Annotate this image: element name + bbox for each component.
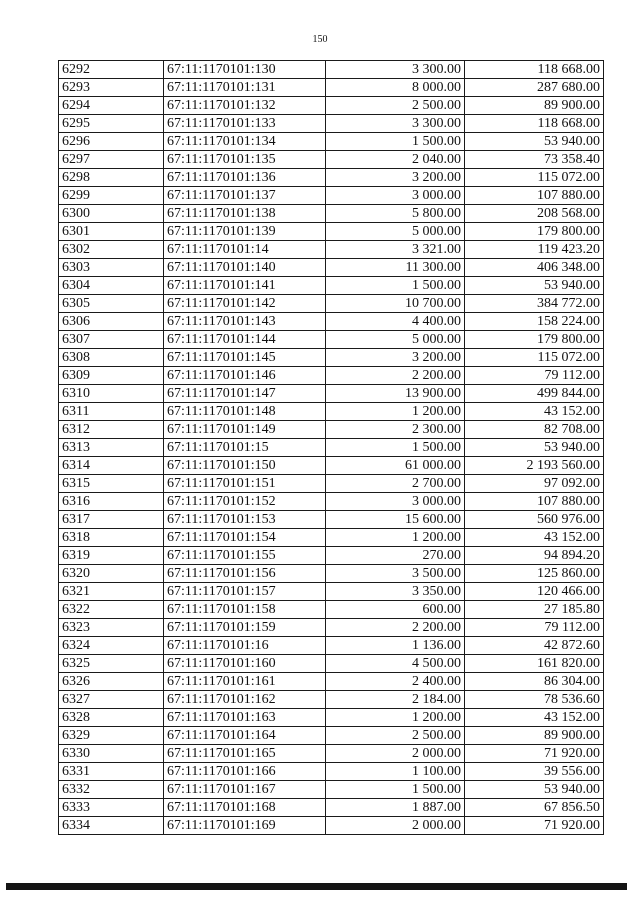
area-cell: 3 300.00 (326, 61, 465, 79)
cadastral-number-cell: 67:11:1170101:153 (164, 511, 326, 529)
table-row (59, 439, 604, 457)
table-row (59, 367, 604, 385)
area-cell: 4 400.00 (326, 313, 465, 331)
row-number-cell: 6322 (59, 601, 164, 619)
cadastral-value-cell: 43 152.00 (465, 403, 604, 421)
table-row (59, 529, 604, 547)
row-number-cell: 6293 (59, 79, 164, 97)
cadastral-number-cell: 67:11:1170101:164 (164, 727, 326, 745)
cadastral-number-cell: 67:11:1170101:154 (164, 529, 326, 547)
area-cell: 3 500.00 (326, 565, 465, 583)
cadastral-value-cell: 118 668.00 (465, 61, 604, 79)
cadastral-value-cell: 2 193 560.00 (465, 457, 604, 475)
cadastral-value-cell: 73 358.40 (465, 151, 604, 169)
area-cell: 15 600.00 (326, 511, 465, 529)
row-number-cell: 6298 (59, 169, 164, 187)
row-number-cell: 6299 (59, 187, 164, 205)
cadastral-value-cell: 71 920.00 (465, 745, 604, 763)
cadastral-number-cell: 67:11:1170101:166 (164, 763, 326, 781)
table-row (59, 385, 604, 403)
table-row (59, 133, 604, 151)
area-cell: 5 000.00 (326, 223, 465, 241)
row-number-cell: 6320 (59, 565, 164, 583)
area-cell: 1 200.00 (326, 529, 465, 547)
area-cell: 2 300.00 (326, 421, 465, 439)
area-cell: 61 000.00 (326, 457, 465, 475)
cadastral-value-cell: 53 940.00 (465, 133, 604, 151)
cadastral-value-cell: 89 900.00 (465, 97, 604, 115)
cadastral-number-cell: 67:11:1170101:132 (164, 97, 326, 115)
row-number-cell: 6330 (59, 745, 164, 763)
area-cell: 11 300.00 (326, 259, 465, 277)
cadastral-number-cell: 67:11:1170101:133 (164, 115, 326, 133)
cadastral-value-cell: 71 920.00 (465, 817, 604, 835)
cadastral-value-cell: 107 880.00 (465, 493, 604, 511)
cadastral-number-cell: 67:11:1170101:160 (164, 655, 326, 673)
table-row (59, 493, 604, 511)
area-cell: 2 040.00 (326, 151, 465, 169)
cadastral-value-cell: 89 900.00 (465, 727, 604, 745)
table-row (59, 565, 604, 583)
table-row (59, 511, 604, 529)
cadastral-value-cell: 53 940.00 (465, 439, 604, 457)
cadastral-number-cell: 67:11:1170101:147 (164, 385, 326, 403)
table-row (59, 745, 604, 763)
cadastral-number-cell: 67:11:1170101:158 (164, 601, 326, 619)
area-cell: 13 900.00 (326, 385, 465, 403)
cadastral-value-cell: 27 185.80 (465, 601, 604, 619)
cadastral-value-cell: 287 680.00 (465, 79, 604, 97)
area-cell: 1 500.00 (326, 439, 465, 457)
table-row (59, 637, 604, 655)
cadastral-number-cell: 67:11:1170101:162 (164, 691, 326, 709)
row-number-cell: 6303 (59, 259, 164, 277)
cadastral-number-cell: 67:11:1170101:156 (164, 565, 326, 583)
cadastral-value-cell: 79 112.00 (465, 619, 604, 637)
area-cell: 3 000.00 (326, 187, 465, 205)
area-cell: 2 400.00 (326, 673, 465, 691)
cadastral-value-cell: 78 536.60 (465, 691, 604, 709)
cadastral-number-cell: 67:11:1170101:135 (164, 151, 326, 169)
page-number: 150 (312, 34, 328, 45)
row-number-cell: 6327 (59, 691, 164, 709)
cadastral-value-cell: 208 568.00 (465, 205, 604, 223)
row-number-cell: 6304 (59, 277, 164, 295)
cadastral-number-cell: 67:11:1170101:14 (164, 241, 326, 259)
cadastral-number-cell: 67:11:1170101:148 (164, 403, 326, 421)
area-cell: 3 321.00 (326, 241, 465, 259)
cadastral-value-cell: 115 072.00 (465, 349, 604, 367)
row-number-cell: 6305 (59, 295, 164, 313)
cadastral-value-table (58, 60, 604, 835)
cadastral-number-cell: 67:11:1170101:152 (164, 493, 326, 511)
cadastral-value-cell: 82 708.00 (465, 421, 604, 439)
table-body (59, 61, 604, 835)
cadastral-number-cell: 67:11:1170101:144 (164, 331, 326, 349)
cadastral-number-cell: 67:11:1170101:131 (164, 79, 326, 97)
area-cell: 2 700.00 (326, 475, 465, 493)
cadastral-value-cell: 499 844.00 (465, 385, 604, 403)
cadastral-value-cell: 53 940.00 (465, 781, 604, 799)
cadastral-number-cell: 67:11:1170101:167 (164, 781, 326, 799)
table-row (59, 709, 604, 727)
table-row (59, 223, 604, 241)
cadastral-value-cell: 43 152.00 (465, 709, 604, 727)
area-cell: 600.00 (326, 601, 465, 619)
area-cell: 2 200.00 (326, 619, 465, 637)
row-number-cell: 6310 (59, 385, 164, 403)
bottom-rule (6, 883, 627, 890)
table-row (59, 421, 604, 439)
row-number-cell: 6306 (59, 313, 164, 331)
table-row (59, 295, 604, 313)
area-cell: 3 300.00 (326, 115, 465, 133)
cadastral-number-cell: 67:11:1170101:136 (164, 169, 326, 187)
row-number-cell: 6314 (59, 457, 164, 475)
row-number-cell: 6317 (59, 511, 164, 529)
cadastral-number-cell: 67:11:1170101:157 (164, 583, 326, 601)
row-number-cell: 6331 (59, 763, 164, 781)
row-number-cell: 6311 (59, 403, 164, 421)
cadastral-value-cell: 86 304.00 (465, 673, 604, 691)
row-number-cell: 6297 (59, 151, 164, 169)
cadastral-value-cell: 115 072.00 (465, 169, 604, 187)
cadastral-number-cell: 67:11:1170101:151 (164, 475, 326, 493)
table-row (59, 79, 604, 97)
area-cell: 1 887.00 (326, 799, 465, 817)
cadastral-number-cell: 67:11:1170101:137 (164, 187, 326, 205)
cadastral-number-cell: 67:11:1170101:15 (164, 439, 326, 457)
row-number-cell: 6316 (59, 493, 164, 511)
cadastral-number-cell: 67:11:1170101:143 (164, 313, 326, 331)
row-number-cell: 6308 (59, 349, 164, 367)
cadastral-value-cell: 560 976.00 (465, 511, 604, 529)
cadastral-value-cell: 94 894.20 (465, 547, 604, 565)
cadastral-value-cell: 125 860.00 (465, 565, 604, 583)
row-number-cell: 6323 (59, 619, 164, 637)
row-number-cell: 6312 (59, 421, 164, 439)
table-row (59, 187, 604, 205)
table-row (59, 691, 604, 709)
cadastral-number-cell: 67:11:1170101:130 (164, 61, 326, 79)
row-number-cell: 6318 (59, 529, 164, 547)
cadastral-value-cell: 39 556.00 (465, 763, 604, 781)
table-row (59, 169, 604, 187)
row-number-cell: 6325 (59, 655, 164, 673)
area-cell: 3 350.00 (326, 583, 465, 601)
table-row (59, 205, 604, 223)
table-row (59, 547, 604, 565)
table-row (59, 313, 604, 331)
table-row (59, 673, 604, 691)
area-cell: 2 000.00 (326, 817, 465, 835)
area-cell: 5 800.00 (326, 205, 465, 223)
cadastral-value-cell: 406 348.00 (465, 259, 604, 277)
cadastral-number-cell: 67:11:1170101:165 (164, 745, 326, 763)
cadastral-number-cell: 67:11:1170101:163 (164, 709, 326, 727)
area-cell: 3 200.00 (326, 169, 465, 187)
cadastral-value-cell: 120 466.00 (465, 583, 604, 601)
row-number-cell: 6332 (59, 781, 164, 799)
area-cell: 1 500.00 (326, 781, 465, 799)
cadastral-number-cell: 67:11:1170101:155 (164, 547, 326, 565)
row-number-cell: 6307 (59, 331, 164, 349)
table-row (59, 799, 604, 817)
table-row (59, 727, 604, 745)
row-number-cell: 6333 (59, 799, 164, 817)
cadastral-number-cell: 67:11:1170101:159 (164, 619, 326, 637)
cadastral-number-cell: 67:11:1170101:16 (164, 637, 326, 655)
table-row (59, 457, 604, 475)
row-number-cell: 6292 (59, 61, 164, 79)
cadastral-value-cell: 161 820.00 (465, 655, 604, 673)
table-row (59, 241, 604, 259)
row-number-cell: 6300 (59, 205, 164, 223)
row-number-cell: 6321 (59, 583, 164, 601)
cadastral-value-cell: 119 423.20 (465, 241, 604, 259)
cadastral-number-cell: 67:11:1170101:142 (164, 295, 326, 313)
area-cell: 2 500.00 (326, 727, 465, 745)
table-row (59, 259, 604, 277)
row-number-cell: 6328 (59, 709, 164, 727)
area-cell: 5 000.00 (326, 331, 465, 349)
table-row (59, 781, 604, 799)
cadastral-value-cell: 43 152.00 (465, 529, 604, 547)
table-row (59, 61, 604, 79)
table-row (59, 817, 604, 835)
area-cell: 10 700.00 (326, 295, 465, 313)
row-number-cell: 6301 (59, 223, 164, 241)
row-number-cell: 6296 (59, 133, 164, 151)
cadastral-number-cell: 67:11:1170101:161 (164, 673, 326, 691)
table-row (59, 475, 604, 493)
table-row (59, 583, 604, 601)
cadastral-value-cell: 107 880.00 (465, 187, 604, 205)
cadastral-value-cell: 53 940.00 (465, 277, 604, 295)
cadastral-number-cell: 67:11:1170101:134 (164, 133, 326, 151)
table-row (59, 277, 604, 295)
area-cell: 1 200.00 (326, 403, 465, 421)
area-cell: 8 000.00 (326, 79, 465, 97)
cadastral-number-cell: 67:11:1170101:145 (164, 349, 326, 367)
cadastral-number-cell: 67:11:1170101:140 (164, 259, 326, 277)
cadastral-number-cell: 67:11:1170101:169 (164, 817, 326, 835)
row-number-cell: 6302 (59, 241, 164, 259)
cadastral-number-cell: 67:11:1170101:139 (164, 223, 326, 241)
area-cell: 1 500.00 (326, 133, 465, 151)
row-number-cell: 6309 (59, 367, 164, 385)
table-row (59, 349, 604, 367)
cadastral-value-cell: 179 800.00 (465, 223, 604, 241)
table-row (59, 97, 604, 115)
table-row (59, 331, 604, 349)
cadastral-value-cell: 79 112.00 (465, 367, 604, 385)
area-cell: 2 500.00 (326, 97, 465, 115)
area-cell: 1 136.00 (326, 637, 465, 655)
row-number-cell: 6334 (59, 817, 164, 835)
table-row (59, 655, 604, 673)
area-cell: 2 000.00 (326, 745, 465, 763)
cadastral-value-cell: 97 092.00 (465, 475, 604, 493)
area-cell: 1 200.00 (326, 709, 465, 727)
cadastral-number-cell: 67:11:1170101:146 (164, 367, 326, 385)
row-number-cell: 6294 (59, 97, 164, 115)
row-number-cell: 6295 (59, 115, 164, 133)
area-cell: 270.00 (326, 547, 465, 565)
row-number-cell: 6315 (59, 475, 164, 493)
cadastral-value-cell: 118 668.00 (465, 115, 604, 133)
area-cell: 3 200.00 (326, 349, 465, 367)
table-row (59, 619, 604, 637)
cadastral-value-cell: 67 856.50 (465, 799, 604, 817)
table-row (59, 763, 604, 781)
row-number-cell: 6326 (59, 673, 164, 691)
area-cell: 3 000.00 (326, 493, 465, 511)
cadastral-value-cell: 384 772.00 (465, 295, 604, 313)
row-number-cell: 6313 (59, 439, 164, 457)
cadastral-number-cell: 67:11:1170101:138 (164, 205, 326, 223)
cadastral-number-cell: 67:11:1170101:141 (164, 277, 326, 295)
cadastral-value-cell: 158 224.00 (465, 313, 604, 331)
area-cell: 2 200.00 (326, 367, 465, 385)
cadastral-value-cell: 179 800.00 (465, 331, 604, 349)
area-cell: 1 500.00 (326, 277, 465, 295)
table-row (59, 403, 604, 421)
cadastral-number-cell: 67:11:1170101:149 (164, 421, 326, 439)
row-number-cell: 6329 (59, 727, 164, 745)
area-cell: 4 500.00 (326, 655, 465, 673)
table-row (59, 151, 604, 169)
cadastral-number-cell: 67:11:1170101:168 (164, 799, 326, 817)
table-row (59, 115, 604, 133)
cadastral-number-cell: 67:11:1170101:150 (164, 457, 326, 475)
row-number-cell: 6319 (59, 547, 164, 565)
area-cell: 2 184.00 (326, 691, 465, 709)
row-number-cell: 6324 (59, 637, 164, 655)
cadastral-value-cell: 42 872.60 (465, 637, 604, 655)
table-row (59, 601, 604, 619)
area-cell: 1 100.00 (326, 763, 465, 781)
